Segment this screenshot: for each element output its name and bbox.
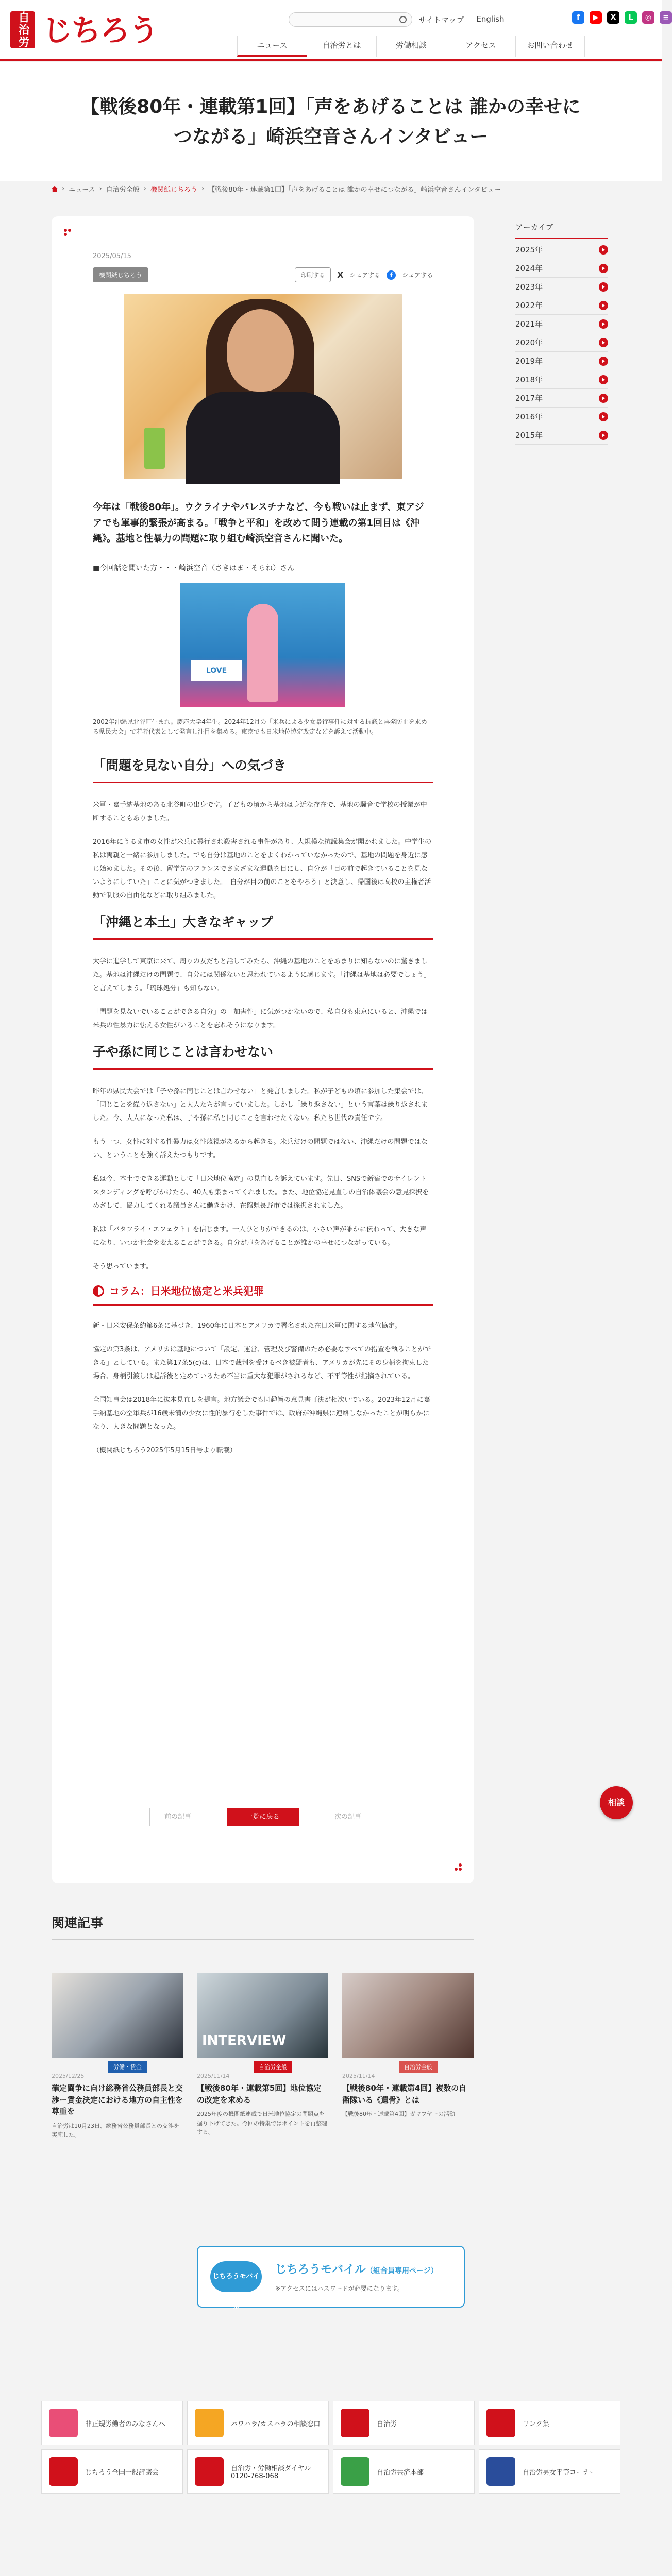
prev-article-button[interactable]: 前の記事 xyxy=(149,1808,206,1826)
nav-news[interactable]: ニュース xyxy=(237,36,307,57)
archive-heading: アーカイブ xyxy=(515,222,608,239)
banner-icon xyxy=(341,2457,369,2486)
paragraph: もう一つ、女性に対する性暴力は女性蔑視があるから起きる。米兵だけの問題ではない、沖縄だけの問題ではない、ということを強く訴えたつもりです。 xyxy=(93,1138,428,1160)
arrow-right-icon xyxy=(599,431,608,440)
rally-photo xyxy=(180,583,345,707)
related-date: 2025/12/25 xyxy=(52,2073,85,2079)
nav-consult[interactable]: 労働相談 xyxy=(376,36,446,57)
column-body xyxy=(93,1319,433,1434)
logo-text[interactable]: じちろう xyxy=(42,13,158,48)
mobile-banner[interactable]: じちろうモバイル じちろうモバイル（組合員専用ページ） ※アクセスにはパスワードが必要になります。 xyxy=(197,2246,465,2308)
instagram-icon[interactable]: ◎ xyxy=(642,11,654,24)
related-title: 【戦後80年・連載第4回】複数の自衛隊いる《遺骨》とは xyxy=(342,2083,467,2105)
banner-icon xyxy=(195,2409,224,2437)
related-desc: 【戦後80年・連載第4回】ガマフヤーの活動 xyxy=(342,2111,455,2117)
article-card xyxy=(52,216,474,1883)
mobile-logo: じちろうモバイル xyxy=(210,2261,262,2292)
link-banner[interactable]: 自治労男女平等コーナー xyxy=(479,2449,620,2494)
column-heading: コラム：日米地位協定と米兵犯罪 xyxy=(93,1284,433,1306)
link-banner[interactable]: 非正規労働者のみなさんへ xyxy=(41,2401,183,2445)
breadcrumb-category[interactable]: 自治労全般 xyxy=(106,186,140,194)
archive-sidebar xyxy=(515,222,608,445)
related-card[interactable] xyxy=(52,1973,183,2140)
paragraph: 「問題を見ないでいることができる自分」の「加害性」に気がつかないので、私自身も東京にいると、沖縄では米兵の性暴力に怯える女性がいることを忘れそうになります。 xyxy=(93,1008,428,1030)
archive-year-2022[interactable]: 2022年 xyxy=(515,296,608,315)
source-note: （機関紙じちろう2025年5月15日号より転載） xyxy=(93,1447,237,1455)
paragraph: 昨年の県民大会では「子や孫に同じことは言わせない」と発言しました。私が子どもの頃に参加した集会では、「同じことを繰り返さない」と大人たちが言っていました。しかし「繰り返さない」という言葉は繰り返されました。今、大人になった私は、子や孫に私と同じことを言わせたくない。私たち世代の責任です。 xyxy=(93,1088,428,1123)
related-thumbnail xyxy=(52,1973,183,2058)
column-icon xyxy=(93,1285,104,1297)
breadcrumb: › ニュース › 自治労全般 › 機関紙じちろう › 【戦後80年・連載第1回】「声をあげることは 誰かの幸せにつながる」崎浜空音さんインタビュー xyxy=(52,184,501,194)
hero-photo xyxy=(124,294,402,479)
archive-year-2017[interactable]: 2017年 xyxy=(515,389,608,408)
related-title: 【戦後80年・連載第5回】地位協定の改定を求める xyxy=(197,2083,322,2105)
link-banner[interactable]: リンク集 xyxy=(479,2401,620,2445)
arrow-right-icon xyxy=(599,282,608,292)
share-bar xyxy=(295,267,433,282)
related-date: 2025/11/14 xyxy=(342,2073,375,2079)
paragraph: 私は「バタフライ・エフェクト」を信じます。一人ひとりができるのは、小さい声が誰かに伝わって、大きな声になり、いつか社会を変えることができる。自分が声をあげることが誰かの幸せにつながっている。 xyxy=(93,1226,427,1247)
search-input[interactable] xyxy=(289,12,412,27)
paragraph: 大学に進学して東京に来て、周りの友だちと話してみたら、沖縄の基地のことをあまりに知らないのに驚きました。基地は沖縄だけの問題で、自分には関係ないと思われているように感じます。「沖縄は基地は必要でしょう」と言えてしまう。「琉球処分」も知らない。 xyxy=(93,958,431,993)
archive-year-2018[interactable]: 2018年 xyxy=(515,370,608,389)
banner-icon xyxy=(49,2457,78,2486)
article-body xyxy=(93,756,433,1274)
home-icon[interactable] xyxy=(52,186,58,192)
arrow-right-icon xyxy=(599,319,608,329)
link-banner[interactable]: パワハラ/カスハラの相談窓口 xyxy=(187,2401,329,2445)
related-thumbnail xyxy=(342,1973,474,2058)
category-tag[interactable]: 機関紙じちろう xyxy=(93,267,148,282)
section-heading: 「問題を見ない自分」への気づき xyxy=(93,756,433,783)
facebook-share-icon[interactable]: f xyxy=(387,270,396,280)
archive-year-2015[interactable]: 2015年 xyxy=(515,426,608,445)
paragraph: そう思っています。 xyxy=(93,1263,153,1271)
breadcrumb-paper[interactable]: 機関紙じちろう xyxy=(150,186,197,194)
section-heading: 子や孫に同じことは言わせない xyxy=(93,1043,433,1070)
archive-year-2019[interactable]: 2019年 xyxy=(515,352,608,370)
x-share-label[interactable]: シェアする xyxy=(349,272,381,279)
related-category: 自治労全般 xyxy=(254,2061,292,2073)
related-category: 自治労全般 xyxy=(399,2061,438,2073)
consult-float-button[interactable]: 相談 xyxy=(600,1786,633,1819)
social-links xyxy=(572,11,672,24)
paragraph: 2016年にうるま市の女性が米兵に暴行され殺害される事件があり、大規模な抗議集会が開かれました。中学生の私は両親と一緒に参加しました。でも自分は基地のことをよくわかっていなかったので、基地の問題を身近に感じ始めました。その後、留学先のフランスでさまざまな運動を目にし、自分が「目の前で起きていることを見ないようにしていた」ことに気がつきました。「自分が目の前のことをやろう」と決意し、帰国後は高校の主権者活動で制服の自由化などに取り組みました。 xyxy=(93,838,432,900)
mobile-note: ※アクセスにはパスワードが必要になります。 xyxy=(275,2285,404,2292)
arrow-right-icon xyxy=(599,301,608,310)
nav-contact[interactable]: お問い合わせ xyxy=(515,36,585,57)
profile-caption: 2002年沖縄県北谷町生まれ。慶応大学4年生。2024年12月の「米兵による少女暴行事件に対する抗議と再発防止を求める県民大会」で若者代表として発言し注目を集める。東京でも日米地位協定改定などを訴えて活動中。 xyxy=(93,718,427,735)
arrow-right-icon xyxy=(599,357,608,366)
related-date: 2025/11/14 xyxy=(197,2073,230,2079)
youtube-icon[interactable]: ▶ xyxy=(590,11,602,24)
x-share-icon[interactable]: X xyxy=(337,269,344,280)
corner-dots-icon xyxy=(64,229,71,236)
column-paragraph: 協定の第3条は、アメリカは基地について「設定、運営、管理及び警備のため必要なすべての措置を執ることができる」としている。また第17条5(c)は、日本で裁判を受けるべき被疑者も、アメリカが先にその身柄を拘束した場合、身柄引渡しは起訴後と定めているため不当に重大な犯罪がされるなど、不平等性が指摘されている。 xyxy=(93,1346,431,1381)
banner-icon xyxy=(486,2409,515,2437)
section-heading: 「沖縄と本土」大きなギャップ xyxy=(93,913,433,940)
lead-text: 今年は「戦後80年」。ウクライナやパレスチナなど、今も戦いは止まず、東アジアでも軍事的緊張が高まる。「戦争と平和」を改めて問う連載の第1回目は《沖縄》。基地と性暴力の問題に取り組む崎浜空音さんに聞いた。 xyxy=(93,502,424,545)
search-icon[interactable] xyxy=(399,16,407,23)
related-category: 労働・賃金 xyxy=(108,2061,147,2073)
next-article-button[interactable]: 次の記事 xyxy=(320,1808,376,1826)
thumbnail-label: INTERVIEW xyxy=(202,2033,287,2048)
archive-year-2025[interactable]: 2025年 xyxy=(515,241,608,259)
archive-year-2021[interactable]: 2021年 xyxy=(515,315,608,333)
archive-year-2024[interactable]: 2024年 xyxy=(515,259,608,278)
arrow-right-icon xyxy=(599,245,608,255)
main-nav xyxy=(237,36,585,57)
related-title: 確定闘争に向け総務省公務員部長と交渉ー賃金決定における地方の自主性を尊重を xyxy=(52,2083,183,2116)
photo-sign: LOVE xyxy=(191,660,242,681)
paragraph: 米軍・嘉手納基地のある北谷町の出身です。子どもの頃から基地は身近な存在で、基地の騒音で学校の授業が中断することもありました。 xyxy=(93,801,427,823)
related-desc: 2025年度の機関紙連載で日米地位協定の問題点を掘り下げてきた。今回の特集ではポイントを再整理する。 xyxy=(197,2111,327,2136)
banner-icon xyxy=(486,2457,515,2486)
banner-icon xyxy=(195,2457,224,2486)
page-title: 【戦後80年・連載第1回】「声をあげることは 誰かの幸せにつながる」崎浜空音さんインタビュー xyxy=(81,96,581,147)
link-banners-row1 xyxy=(41,2401,620,2445)
title-area xyxy=(0,62,662,181)
arrow-right-icon xyxy=(599,412,608,421)
nav-about[interactable]: 自治労とは xyxy=(307,36,376,57)
sitemap-link[interactable]: サイトマップ xyxy=(418,15,464,25)
corner-dots-icon xyxy=(455,1863,462,1871)
publish-date: 2025/05/15 xyxy=(93,252,131,260)
link-banners-row2 xyxy=(41,2449,620,2494)
banner-icon xyxy=(341,2409,369,2437)
breadcrumb-news[interactable]: ニュース xyxy=(69,186,95,194)
related-card[interactable] xyxy=(197,1973,328,2137)
utility-links xyxy=(418,14,505,25)
archive-year-2016[interactable]: 2016年 xyxy=(515,408,608,426)
logo-mark[interactable]: 自治労 xyxy=(10,11,35,48)
english-link[interactable]: English xyxy=(476,14,505,24)
related-heading: 関連記事 xyxy=(52,1916,104,1930)
arrow-right-icon xyxy=(599,264,608,273)
rss-icon[interactable]: ≡ xyxy=(660,11,672,24)
back-to-list-button[interactable]: 一覧に戻る xyxy=(227,1808,299,1826)
paragraph: 私は今、本土でできる運動として「日米地位協定」の見直しを訴えています。先日、SNSで新宿でのサイレントスタンディングを呼びかけたら、40人も集まってくれました。また、地位協定見直しの自治体議会の意見採択をめざして、協力してくれる議員さんに働きかけ、在館県長野市では採択されました。 xyxy=(93,1175,429,1210)
arrow-right-icon xyxy=(599,375,608,384)
column-paragraph: 全国知事会は2018年に抜本見直しを提言。地方議会でも同趣旨の意見書可決が相次いでいる。2023年12月に嘉手納基地の空軍兵が16歳未満の少女に性的暴行をした事件では、政府が沖縄県に連絡しなかったことが明らかになり、大きな問題となった。 xyxy=(93,1396,430,1431)
arrow-right-icon xyxy=(599,338,608,347)
archive-year-2023[interactable]: 2023年 xyxy=(515,278,608,296)
related-thumbnail xyxy=(197,1973,328,2058)
link-banner[interactable]: じちろう全国一般評議会 xyxy=(41,2449,183,2494)
site-header xyxy=(0,0,669,61)
pager xyxy=(108,1808,417,1826)
arrow-right-icon xyxy=(599,394,608,403)
x-icon[interactable]: X xyxy=(607,11,619,24)
link-banner[interactable]: 自治労共済本部 xyxy=(333,2449,475,2494)
line-icon[interactable]: L xyxy=(625,11,637,24)
archive-year-2020[interactable]: 2020年 xyxy=(515,333,608,352)
print-button[interactable]: 印刷する xyxy=(295,267,331,282)
banner-icon xyxy=(49,2409,78,2437)
facebook-share-label[interactable]: シェアする xyxy=(402,272,433,279)
interviewee: ■今回話を聞いた方・・・崎浜空音（さきはま・そらね）さん xyxy=(93,564,295,572)
link-banner[interactable]: 自治労・労働相談ダイヤル 0120-768-068 xyxy=(187,2449,329,2494)
facebook-icon[interactable]: f xyxy=(572,11,584,24)
link-banner[interactable]: 自治労 xyxy=(333,2401,475,2445)
nav-access[interactable]: アクセス xyxy=(446,36,515,57)
related-card[interactable] xyxy=(342,1973,474,2119)
column-paragraph: 新・日米安保条約第6条に基づき、1960年に日本とアメリカで署名された在日米軍に関する地位協定。 xyxy=(93,1322,401,1330)
related-desc: 自治労は10月23日、総務省公務員部長との交渉を実施した。 xyxy=(52,2122,179,2139)
breadcrumb-current: 【戦後80年・連載第1回】「声をあげることは 誰かの幸せにつながる」崎浜空音さんインタビュー xyxy=(208,186,501,194)
